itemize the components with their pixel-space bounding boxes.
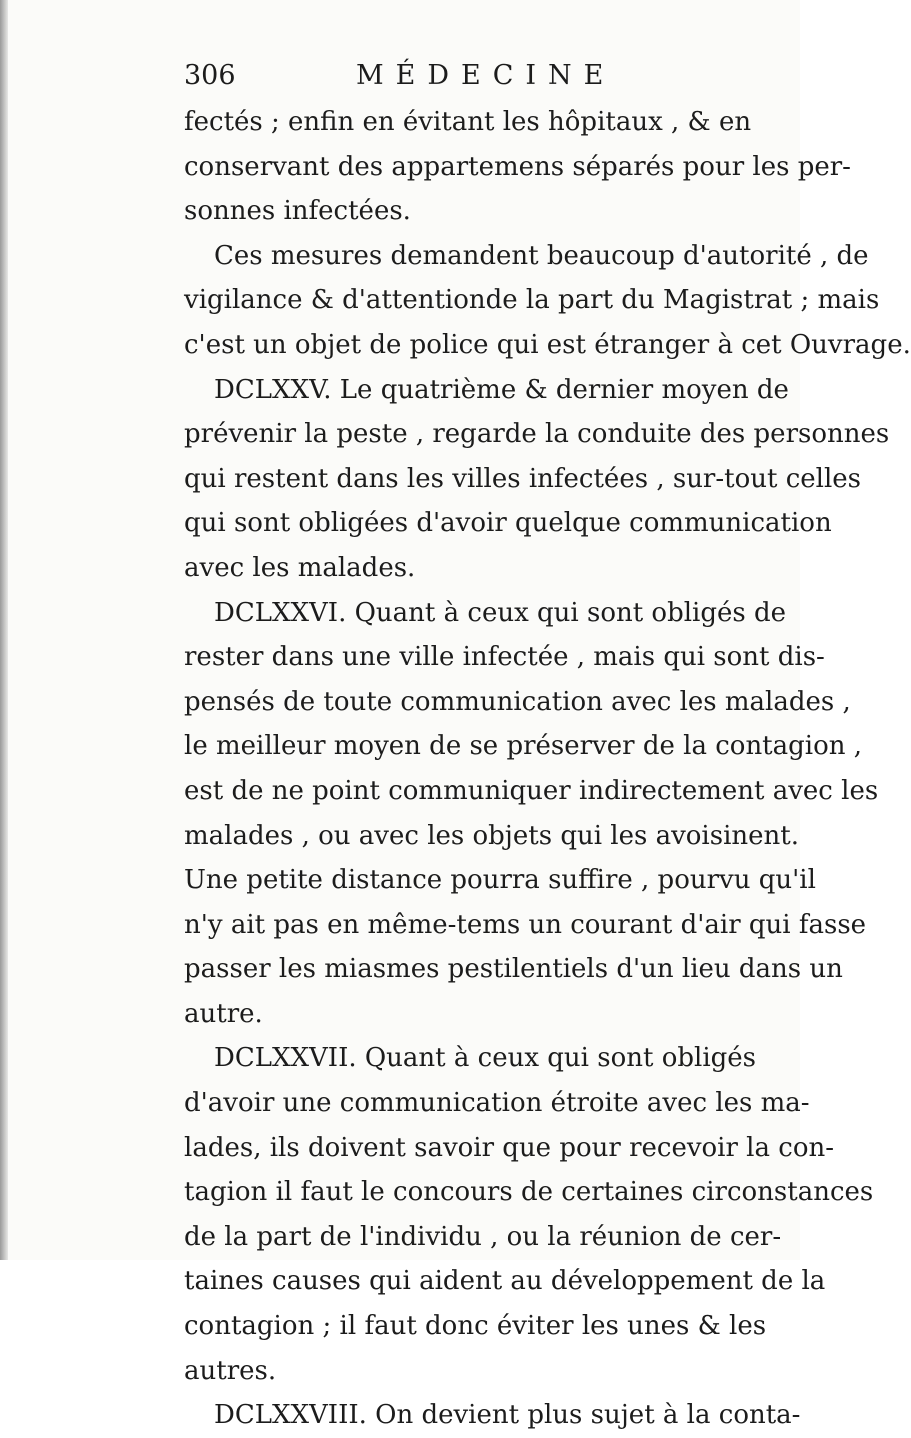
text-line: c'est un objet de police qui est étranger à cet Ouvrage. (184, 329, 911, 360)
body-text (184, 100, 911, 1438)
text-line: sonnes infectées. (184, 196, 411, 227)
text-line: tagion il faut le concours de certaines circonstances (184, 1177, 874, 1208)
text-line: malades , ou avec les objets qui les avoisinent. (184, 820, 799, 851)
text-line: prévenir la peste , regarde la conduite des personnes (184, 419, 890, 450)
text-line: autre. (184, 998, 263, 1029)
page-number: 306 (184, 60, 236, 91)
text-line: Ces mesures demandent beaucoup d'autorité , de (214, 240, 869, 271)
text-line: d'avoir une communication étroite avec les ma- (184, 1088, 810, 1119)
text-line: est de ne point communiquer indirectement avec les (184, 775, 879, 806)
page-header (184, 58, 730, 94)
paragraph-start-dclxxv: DCLXXV. Le quatrième & dernier moyen de (214, 374, 789, 405)
text-line: Une petite distance pourra suffire , pourvu qu'il (184, 865, 816, 896)
text-line: vigilance & d'attentionde la part du Magistrat ; mais (184, 285, 880, 316)
text-line: lades, ils doivent savoir que pour recevoir la con- (184, 1132, 835, 1163)
text-line: taines causes qui aident au développement de la (184, 1266, 826, 1297)
text-line: le meilleur moyen de se préserver de la contagion , (184, 731, 863, 762)
text-line: avec les malades. (184, 552, 416, 583)
text-line: fectés ; enfin en évitant les hôpitaux , & en (184, 107, 752, 137)
text-line: de la part de l'individu , ou la réunion de cer- (184, 1221, 782, 1252)
text-line: rester dans une ville infectée , mais qui sont dis- (184, 642, 825, 673)
text-line: qui restent dans les villes infectées , sur-tout celles (184, 463, 862, 494)
text-line: passer les miasmes pestilentiels d'un lieu dans un (184, 954, 843, 985)
text-line: qui sont obligées d'avoir quelque communication (184, 508, 832, 539)
text-line: pensés de toute communication avec les malades , (184, 686, 851, 717)
page-gutter-shadow (0, 0, 8, 1260)
text-line: contagion ; il faut donc éviter les unes & les (184, 1311, 767, 1342)
text-line: n'y ait pas en même-tems un courant d'air qui fasse (184, 909, 867, 940)
running-head: MÉDECINE (356, 60, 616, 91)
text-line: autres. (184, 1355, 277, 1386)
paragraph-start-dclxxvi: DCLXXVI. Quant à ceux qui sont obligés de (214, 597, 787, 628)
paragraph-start-dclxxviii: DCLXXVIII. On devient plus sujet à la conta- (214, 1400, 801, 1431)
paragraph-start-dclxxvii: DCLXXVII. Quant à ceux qui sont obligés (214, 1043, 757, 1074)
text-line: conservant des appartemens séparés pour les per- (184, 151, 851, 182)
